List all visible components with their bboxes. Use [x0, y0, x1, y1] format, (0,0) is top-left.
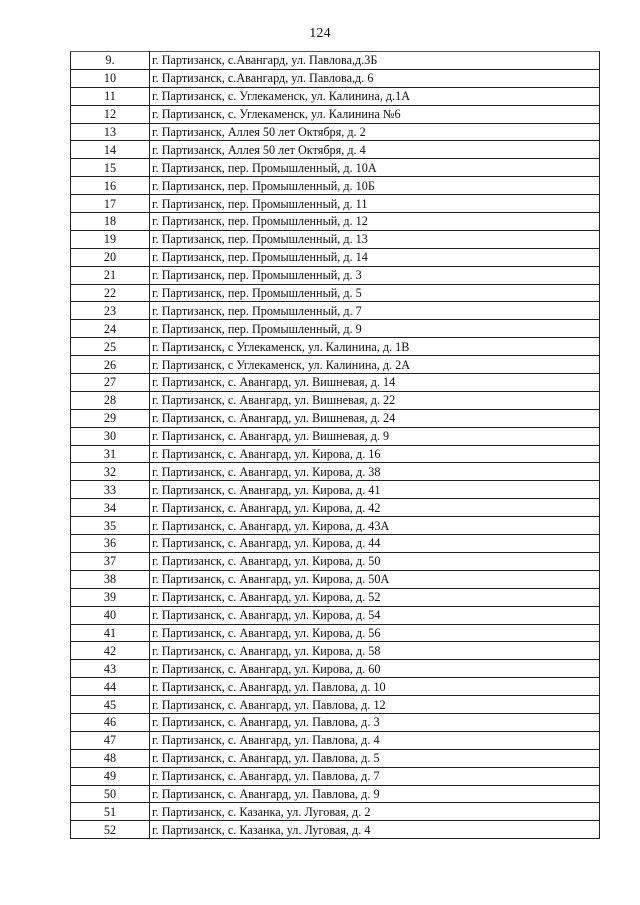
table-row [71, 213, 600, 231]
row-address: г. Партизанск, с. Авангард, ул. Кирова, д. 43А [150, 517, 600, 535]
row-number: 15 [71, 159, 150, 177]
table-row [71, 696, 600, 714]
row-number: 27 [71, 374, 150, 392]
row-number: 11 [71, 87, 150, 105]
table-row [71, 445, 600, 463]
row-address: г. Партизанск, пер. Промышленный, д. 14 [150, 248, 600, 266]
row-address: г. Партизанск, с. Авангард, ул. Павлова, д. 9 [150, 785, 600, 803]
table-row [71, 248, 600, 266]
table-row [71, 159, 600, 177]
table-row [71, 409, 600, 427]
row-number: 24 [71, 320, 150, 338]
row-address: г. Партизанск, с. Авангард, ул. Вишневая, д. 9 [150, 427, 600, 445]
row-number: 38 [71, 570, 150, 588]
row-number: 46 [71, 713, 150, 731]
table-row [71, 821, 600, 839]
table-row [71, 588, 600, 606]
table-row [71, 606, 600, 624]
row-number: 18 [71, 213, 150, 231]
row-address: г. Партизанск, с. Авангард, ул. Кирова, д. 38 [150, 463, 600, 481]
row-number: 31 [71, 445, 150, 463]
table-row [71, 499, 600, 517]
row-address: г. Партизанск, с. Углекаменск, ул. Калинина №6 [150, 105, 600, 123]
row-address: г. Партизанск, с. Авангард, ул. Вишневая, д. 22 [150, 391, 600, 409]
row-number: 50 [71, 785, 150, 803]
row-address: г. Партизанск, с. Авангард, ул. Павлова, д. 4 [150, 731, 600, 749]
row-address: г. Партизанск, с Углекаменск, ул. Калинина, д. 2А [150, 356, 600, 374]
table-row [71, 767, 600, 785]
row-address: г. Партизанск, Аллея 50 лет Октября, д. 2 [150, 123, 600, 141]
row-address: г. Партизанск, пер. Промышленный, д. 10Б [150, 177, 600, 195]
table-row [71, 123, 600, 141]
row-address: г. Партизанск, с. Авангард, ул. Вишневая, д. 14 [150, 374, 600, 392]
table-row [71, 374, 600, 392]
table-row [71, 391, 600, 409]
table-row [71, 731, 600, 749]
row-number: 30 [71, 427, 150, 445]
row-number: 41 [71, 624, 150, 642]
row-number: 37 [71, 552, 150, 570]
table-row [71, 356, 600, 374]
row-number: 25 [71, 338, 150, 356]
table-row [71, 302, 600, 320]
row-address: г. Партизанск, с. Казанка, ул. Луговая, д. 2 [150, 803, 600, 821]
row-number: 47 [71, 731, 150, 749]
row-address: г. Партизанск, пер. Промышленный, д. 10А [150, 159, 600, 177]
table-row [71, 69, 600, 87]
row-address: г. Партизанск, с. Авангард, ул. Павлова, д. 5 [150, 749, 600, 767]
table-row [71, 570, 600, 588]
row-number: 29 [71, 409, 150, 427]
row-address: г. Партизанск, с. Казанка, ул. Луговая, д. 4 [150, 821, 600, 839]
row-address: г. Партизанск, с.Авангард, ул. Павлова,д. 6 [150, 69, 600, 87]
address-table-container [70, 51, 600, 839]
table-row [71, 624, 600, 642]
row-number: 22 [71, 284, 150, 302]
row-number: 23 [71, 302, 150, 320]
row-address: г. Партизанск, с. Авангард, ул. Кирова, д. 56 [150, 624, 600, 642]
table-row [71, 266, 600, 284]
table-row [71, 52, 600, 70]
row-address: г. Партизанск, с. Авангард, ул. Кирова, д. 44 [150, 535, 600, 553]
row-address: г. Партизанск, с.Авангард, ул. Павлова,д.3Б [150, 52, 600, 70]
row-address: г. Партизанск, с. Авангард, ул. Павлова, д. 10 [150, 678, 600, 696]
row-address: г. Партизанск, с. Авангард, ул. Кирова, д. 52 [150, 588, 600, 606]
row-number: 42 [71, 642, 150, 660]
row-address: г. Партизанск, с. Авангард, ул. Кирова, д. 54 [150, 606, 600, 624]
row-address: г. Партизанск, с. Авангард, ул. Кирова, д. 41 [150, 481, 600, 499]
row-number: 19 [71, 230, 150, 248]
row-number: 26 [71, 356, 150, 374]
table-row [71, 463, 600, 481]
table-row [71, 141, 600, 159]
table-row [71, 749, 600, 767]
row-address: г. Партизанск, с. Авангард, ул. Вишневая, д. 24 [150, 409, 600, 427]
table-row [71, 517, 600, 535]
row-number: 9. [71, 52, 150, 70]
row-number: 35 [71, 517, 150, 535]
row-address: г. Партизанск, с. Авангард, ул. Павлова, д. 12 [150, 696, 600, 714]
table-row [71, 481, 600, 499]
row-address: г. Партизанск, с. Авангард, ул. Павлова, д. 3 [150, 713, 600, 731]
table-row [71, 552, 600, 570]
row-number: 48 [71, 749, 150, 767]
row-number: 44 [71, 678, 150, 696]
row-number: 45 [71, 696, 150, 714]
row-number: 20 [71, 248, 150, 266]
row-address: г. Партизанск, пер. Промышленный, д. 7 [150, 302, 600, 320]
row-number: 28 [71, 391, 150, 409]
row-address: г. Партизанск, пер. Промышленный, д. 5 [150, 284, 600, 302]
row-address: г. Партизанск, с. Авангард, ул. Кирова, д. 42 [150, 499, 600, 517]
address-table-body [71, 52, 600, 839]
row-address: г. Партизанск, пер. Промышленный, д. 9 [150, 320, 600, 338]
table-row [71, 713, 600, 731]
table-row [71, 177, 600, 195]
row-address: г. Партизанск, с. Авангард, ул. Кирова, д. 50А [150, 570, 600, 588]
table-row [71, 284, 600, 302]
address-table [70, 51, 600, 839]
row-address: г. Партизанск, с. Авангард, ул. Кирова, д. 16 [150, 445, 600, 463]
row-address: г. Партизанск, с. Авангард, ул. Кирова, д. 60 [150, 660, 600, 678]
row-address: г. Партизанск, пер. Промышленный, д. 11 [150, 195, 600, 213]
row-address: г. Партизанск, с. Углекаменск, ул. Калинина, д.1А [150, 87, 600, 105]
table-row [71, 105, 600, 123]
row-number: 40 [71, 606, 150, 624]
table-row [71, 338, 600, 356]
row-address: г. Партизанск, с. Авангард, ул. Кирова, д. 58 [150, 642, 600, 660]
row-address: г. Партизанск, с Углекаменск, ул. Калинина, д. 1В [150, 338, 600, 356]
table-row [71, 785, 600, 803]
table-row [71, 195, 600, 213]
table-row [71, 660, 600, 678]
row-number: 17 [71, 195, 150, 213]
row-number: 12 [71, 105, 150, 123]
row-number: 39 [71, 588, 150, 606]
row-address: г. Партизанск, пер. Промышленный, д. 13 [150, 230, 600, 248]
table-row [71, 803, 600, 821]
table-row [71, 230, 600, 248]
row-address: г. Партизанск, пер. Промышленный, д. 12 [150, 213, 600, 231]
row-number: 14 [71, 141, 150, 159]
table-row [71, 427, 600, 445]
row-address: г. Партизанск, Аллея 50 лет Октября, д. 4 [150, 141, 600, 159]
row-address: г. Партизанск, с. Авангард, ул. Павлова, д. 7 [150, 767, 600, 785]
table-row [71, 678, 600, 696]
row-number: 52 [71, 821, 150, 839]
row-number: 34 [71, 499, 150, 517]
table-row [71, 642, 600, 660]
row-address: г. Партизанск, с. Авангард, ул. Кирова, д. 50 [150, 552, 600, 570]
page-number: 124 [309, 26, 331, 41]
table-row [71, 320, 600, 338]
row-number: 32 [71, 463, 150, 481]
row-number: 33 [71, 481, 150, 499]
table-row [71, 535, 600, 553]
row-number: 13 [71, 123, 150, 141]
row-number: 21 [71, 266, 150, 284]
row-number: 36 [71, 535, 150, 553]
row-number: 49 [71, 767, 150, 785]
row-number: 10 [71, 69, 150, 87]
row-address: г. Партизанск, пер. Промышленный, д. 3 [150, 266, 600, 284]
row-number: 51 [71, 803, 150, 821]
table-row [71, 87, 600, 105]
row-number: 16 [71, 177, 150, 195]
row-number: 43 [71, 660, 150, 678]
